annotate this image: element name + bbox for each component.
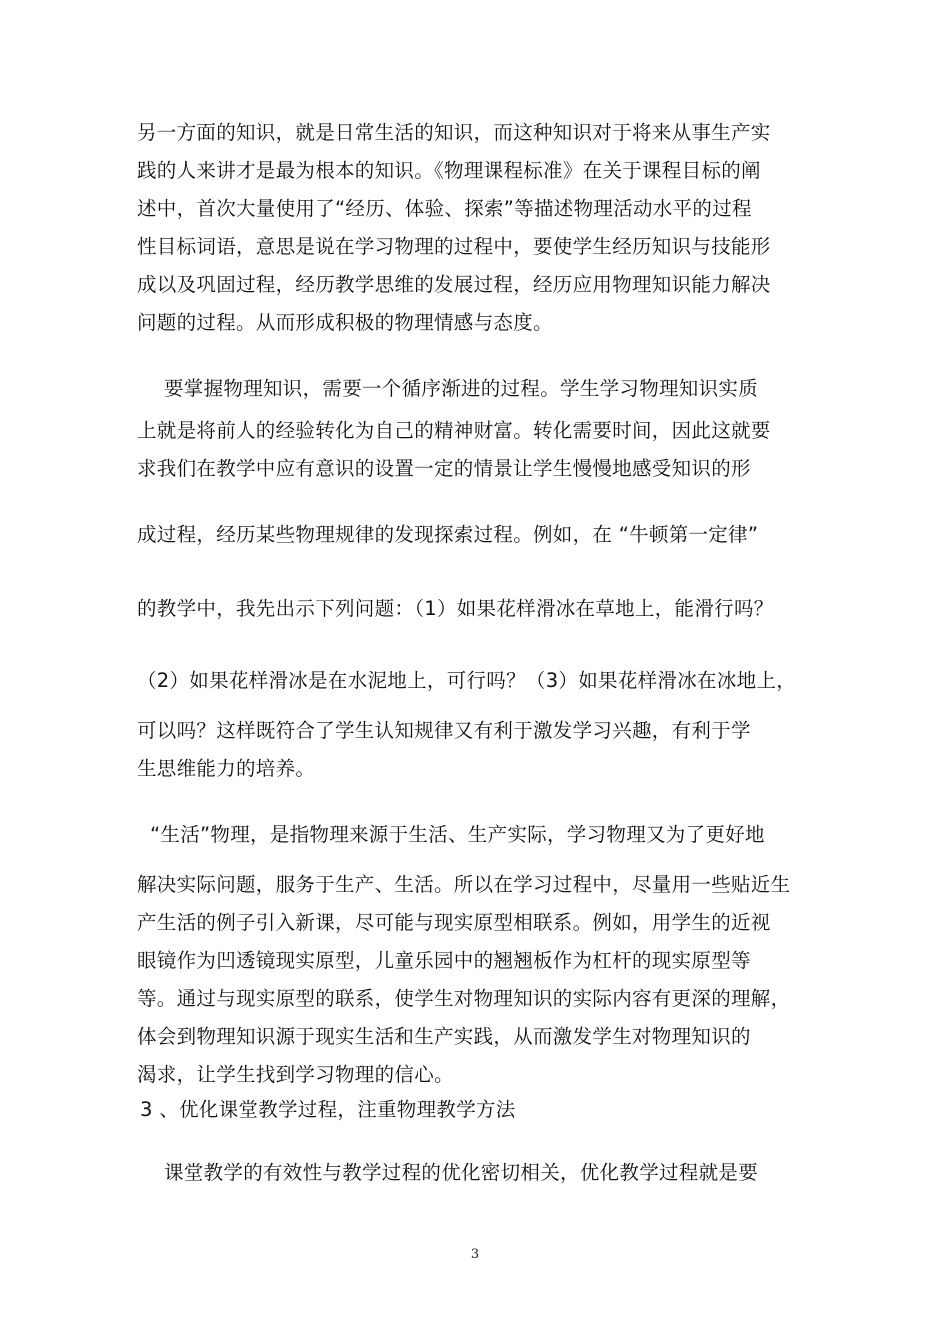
text-line: 体会到物理知识源于现实生活和生产实践，从而激发学生对物理知识的 — [137, 1025, 751, 1048]
section-heading: 3 、优化课堂教学过程，注重物理教学方法 — [140, 1098, 516, 1121]
text-line: 述中，首次大量使用了“经历、体验、探索”等描述物理活动水平的过程 — [137, 197, 752, 220]
text-line: 的教学中，我先出示下列问题：（1）如果花样滑冰在草地上，能滑行吗？ — [137, 597, 774, 620]
text-line: 问题的过程。从而形成积极的物理情感与态度。 — [137, 311, 553, 334]
text-line: 渴求，让学生找到学习物理的信心。 — [137, 1063, 454, 1086]
text-line: 眼镜作为凹透镜现实原型，儿童乐园中的翘翘板作为杠杆的现实原型等 — [137, 949, 751, 972]
text-line: 要掌握物理知识，需要一个循序渐进的过程。学生学习物理知识实质 — [164, 377, 759, 400]
text-line: 产生活的例子引入新课，尽可能与现实原型相联系。例如，用学生的近视 — [137, 911, 771, 934]
text-line: 生思维能力的培养。 — [137, 757, 316, 780]
text-line: 解决实际问题，服务于生产、生活。所以在学习过程中，尽量用一些贴近生 — [137, 873, 791, 896]
page-number: 3 — [470, 1247, 480, 1262]
text-line: 等。通过与现实原型的联系，使学生对物理知识的实际内容有更深的理解， — [137, 987, 791, 1010]
text-line: （2）如果花样滑冰是在水泥地上，可行吗？（3）如果花样滑冰在冰地上， — [137, 669, 797, 692]
text-line: 上就是将前人的经验转化为自己的精神财富。转化需要时间，因此这就要 — [137, 419, 771, 442]
text-line: 可以吗？这样既符合了学生认知规律又有利于激发学习兴趣，有利于学 — [137, 719, 751, 742]
text-line: 践的人来讲才是最为根本的知识。《物理课程标准》在关于课程目标的阐 — [137, 159, 761, 182]
text-line: “生活”物理，是指物理来源于生活、生产实际，学习物理又为了更好地 — [150, 823, 765, 846]
text-line: 课堂教学的有效性与教学过程的优化密切相关，优化教学过程就是要 — [164, 1161, 759, 1184]
text-line: 性目标词语，意思是说在学习物理的过程中，要使学生经历知识与技能形 — [137, 235, 771, 258]
text-line: 另一方面的知识，就是日常生活的知识，而这种知识对于将来从事生产实 — [137, 121, 771, 144]
text-line: 成过程，经历某些物理规律的发现探索过程。例如，在 “牛顿第一定律” — [137, 523, 759, 546]
text-line: 成以及巩固过程，经历教学思维的发展过程，经历应用物理知识能力解决 — [137, 273, 771, 296]
text-line: 求我们在教学中应有意识的设置一定的情景让学生慢慢地感受知识的形 — [137, 457, 751, 480]
